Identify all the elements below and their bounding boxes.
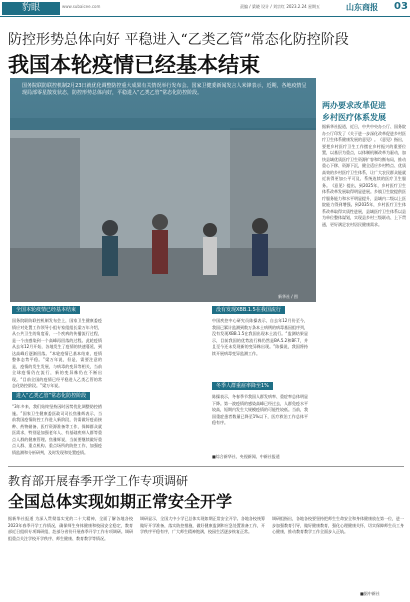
sidebar-title-line2: 乡村医疗体系发展 xyxy=(322,113,386,122)
story2-byline: ■据中新社 xyxy=(360,591,380,596)
story1-subhead: 防控形势总体向好 平稳进入“乙类乙管”常态化防控阶段 xyxy=(8,32,349,48)
story-divider xyxy=(8,466,404,467)
section-heading: 全国本轮疫情已经基本结束 xyxy=(12,306,80,314)
paper-name: 山东商报 xyxy=(346,2,378,12)
story2-column-1: 据新华社报道 为深入贯彻落实党的二十大精神，全面了解各地各校2023年春季开学工作情况，确保师生身体健康和校园安全稳定，教育部近日组织专项调研组，赴部分省份开展春季开学工作专项调研。调研组重点关注学校开学秩序、师生健康、教育教学等情况。 xyxy=(8,516,133,541)
site-url: www.subaicee.com xyxy=(62,4,101,9)
story1-column-3: 中国疾控中心研究员陈操表示，自去年12月份至今，我国已累计监测到数万条本土病例的病毒基因组序列，没有发现XBB.1.5在我国出现本土流行。“监测结果显示，目前我国的优势流行株仍然是BA.5.2和BF.7，并且至今还未发现新的变异株出现。”陈操说，我国将持续开展病毒变异监测工作。 xyxy=(212,318,308,356)
story1-headline: 我国本轮疫情已经基本结束 xyxy=(8,53,260,77)
section-logo: 豹眼 xyxy=(2,2,60,15)
section-heading: 进入“乙类乙管”常态化防控阶段 xyxy=(12,392,90,400)
masthead-rule xyxy=(0,16,410,17)
story1-column-2: “3年多来，我们始终坚持因时因势优化调整防控措施。”国家卫生健康委医政司司长焦雅辉表示，当前我国疫情防控工作进入新阶段，仍需做好疫苗接种、药物储备、医疗资源准备等工作，保障群众就医需求，特别是加强老年人、有基础疾病人群等重点人群的健康管理。焦雅辉说，当前要继续做好重点人群、重点机构、重点场所的防控工作，加强疫情监测和分析研判，及时发现和处置疫情。 xyxy=(12,404,102,455)
story2-headline: 全国总体实现如期正常安全开学 xyxy=(8,492,233,511)
page-number: 03 xyxy=(394,1,408,12)
section-heading: 没有发现XBB.1.5在我国流行 xyxy=(212,306,285,314)
story1-lead: 国务院联防联控机制2月23日就优化调整防控重大成果有关情况举行发布会。国家卫健委新闻发言人米锋表示，近期，各地疫情呈现局部零星散发状态，防控形势总体向好，平稳进入“乙类乙管”常态化防控阶段。 xyxy=(22,83,307,96)
sidebar-title: 两办要求改革促进 xyxy=(322,101,386,110)
masthead xyxy=(0,0,410,16)
masthead-info: 责编 / 梁晓 设计 / 刘宗红 2023.2.24 星期五 xyxy=(240,4,320,9)
story1-byline: ■综合新华社、央视新闻、中新社报道 xyxy=(212,454,280,459)
photo-credit: 新华社 / 图 xyxy=(278,294,298,299)
story2-column-3: 调研组指出，各地各校要坚持把师生生命安全和身体健康放在第一位，进一步加强教育引导，做好健康教育，强化心理健康关怀，切实保障师生员工身心健康，推动教育教学工作全面步入正轨。 xyxy=(272,516,404,534)
street-scene-image xyxy=(10,118,316,302)
section-heading: 冬季人群重症率降至1% xyxy=(212,382,273,390)
story1-column-4: 陈操表示，冬春季节我国人群发病率、重症率总体明显下降。第一波疫情的感染高峰已经过去，人群免疫水平较高，短期内发生大规模疫情的可能性较低。当前，我国重症患者数量已降至1%以下，医疗救治工作总体平稳有序。 xyxy=(212,394,308,425)
sidebar-text: 据新华社报道，近日，中共中央办公厅、国务院办公厅印发了《关于进一步深化改革促进乡村医疗卫生体系健康发展的意见》。《意见》指出，要把乡村医疗卫生工作摆在乡村振兴的重要位置，以基层为重点，以体制机制改革为驱动，加快县域优质医疗卫生资源扩容和均衡布局，推动重心下移、资源下沉，健全适应乡村特点、优质高效的乡村医疗卫生体系，让广大农民群众能就近获得更加公平可及、系统连续的医疗卫生服务。《意见》提出，到2025年，乡村医疗卫生体系改革发展取得明显进展。乡镇卫生院提供医疗服务能力和水平明显提升，县域内二级以上医院能力得到增强。到2035年，乡村医疗卫生体系改革取得实质性进展，县域医疗卫生体系以县为单位整体谋划，实现县乡村三级联动、上下贯通，更好满足农村居民健康需求。 xyxy=(322,124,406,227)
story1-column-1: 国务院联防联控机制发布会上，国家卫生健康委疫情应对处置工作领导小组专家组组长梁万年介绍，从公共卫生的角度看，一个疾病的传播流行过程，是一个由感染到一个高峰再回落的过程。此轮疫情从去年12月开始，各地发生了疫情的快速蔓延，到达高峰后逐渐回落。“本轮疫情已基本结束，疫情整体态势平稳。”梁万年说，但是，需要注意的是，疫情的发生发展，与病毒的变异等相关，当前全球疫情仍在流行，新的变异株仍在不断出现。“目前全国的疫情已经平稳进入乙类乙管的常态化防控阶段。”梁万年说。 xyxy=(12,318,102,388)
story2-subhead: 教育部开展春季开学工作专项调研 xyxy=(8,474,189,488)
story2-column-2: 调研显示，全国大中小学已总体实现如期正常安全开学。各地各校统筹做好开学准备，落实防控措施，做好健康监测和应急处置准备工作，开学秩序平稳有序，广大师生精神饱满，校园生活逐步恢复正常。 xyxy=(140,516,265,534)
story1-column-2b xyxy=(110,306,202,366)
